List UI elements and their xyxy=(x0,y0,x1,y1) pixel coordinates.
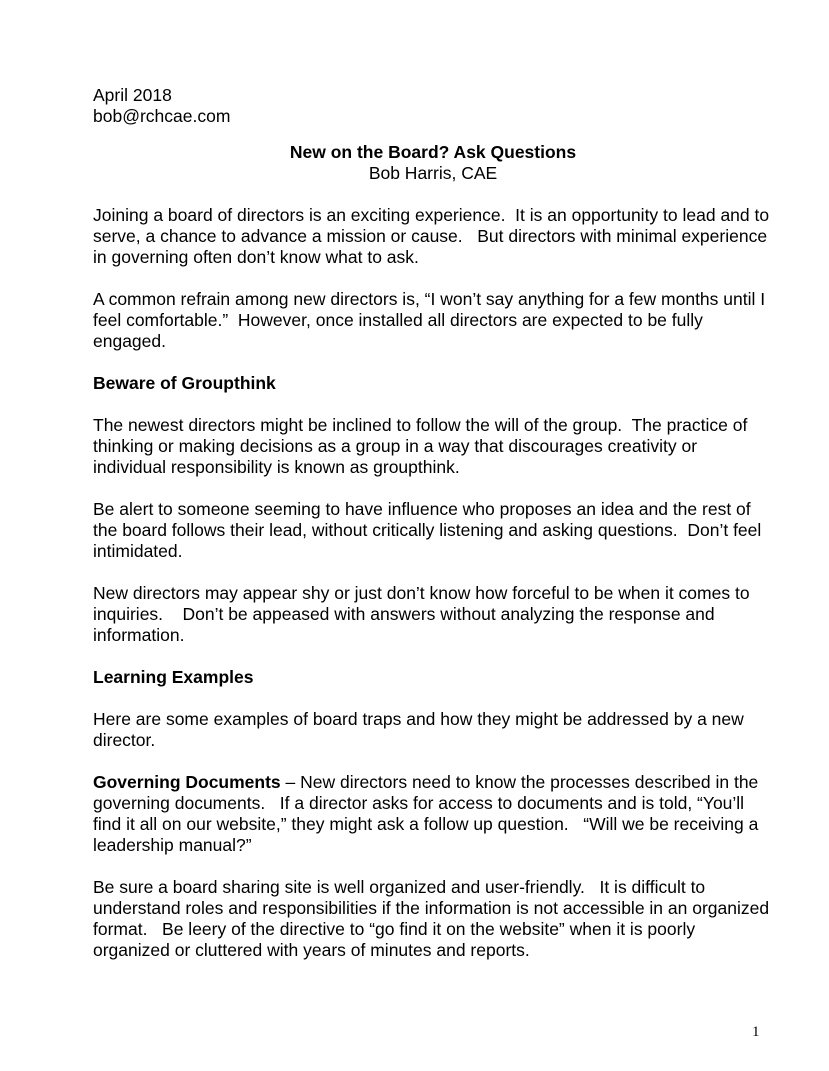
document-title: New on the Board? Ask Questions xyxy=(289,142,577,162)
governing-documents-text: – New directors need to know the processes described in the governing documents. If a director asks for access to documents and is told, “You’ll find it all on our website,” they might ask a follow up question. “Will we be receiving a leadership manual?” xyxy=(93,772,764,855)
learning-paragraph-1: Here are some examples of board traps and how they might be addressed by a new director. xyxy=(93,709,749,750)
title-block xyxy=(93,142,773,184)
groupthink-paragraph-1: The newest directors might be inclined to follow the will of the group. The practice of thinking or making decisions as a group in a way that discourages creativity or individual responsibility is known as groupthink. xyxy=(93,415,753,477)
intro-paragraph-1: Joining a board of directors is an exciting experience. It is an opportunity to lead and to serve, a chance to advance a mission or cause. But directors with minimal experience in governing often don’t know what to ask. xyxy=(93,205,774,267)
governing-documents-paragraph xyxy=(93,772,773,856)
document-author: Bob Harris, CAE xyxy=(368,163,498,183)
section-heading-learning: Learning Examples xyxy=(93,667,254,687)
section-heading-groupthink: Beware of Groupthink xyxy=(93,373,276,393)
author-email: bob@rchcae.com xyxy=(93,106,231,126)
intro-paragraph-2: A common refrain among new directors is, “I won’t say anything for a few months until I feel comfortable.” However, once installed all directors are expected to be fully engaged. xyxy=(93,289,770,351)
sharing-site-paragraph: Be sure a board sharing site is well organized and user-friendly. It is difficult to understand roles and responsibilities if the information is not accessible in an organized format. Be leery of the directive to “go find it on the website” when it is poorly organized or cluttered with years of minutes and reports. xyxy=(93,877,774,960)
document-page xyxy=(93,85,773,961)
groupthink-paragraph-3: New directors may appear shy or just don’t know how forceful to be when it comes to inquiries. Don’t be appeased with answers without analyzing the response and information. xyxy=(93,583,755,645)
governing-documents-label: Governing Documents xyxy=(93,772,281,792)
page-number: 1 xyxy=(752,1024,760,1040)
document-date: April 2018 xyxy=(93,85,172,105)
groupthink-paragraph-2: Be alert to someone seeming to have influence who proposes an idea and the rest of the board follows their lead, without critically listening and asking questions. Don’t feel intimidated. xyxy=(93,499,767,561)
